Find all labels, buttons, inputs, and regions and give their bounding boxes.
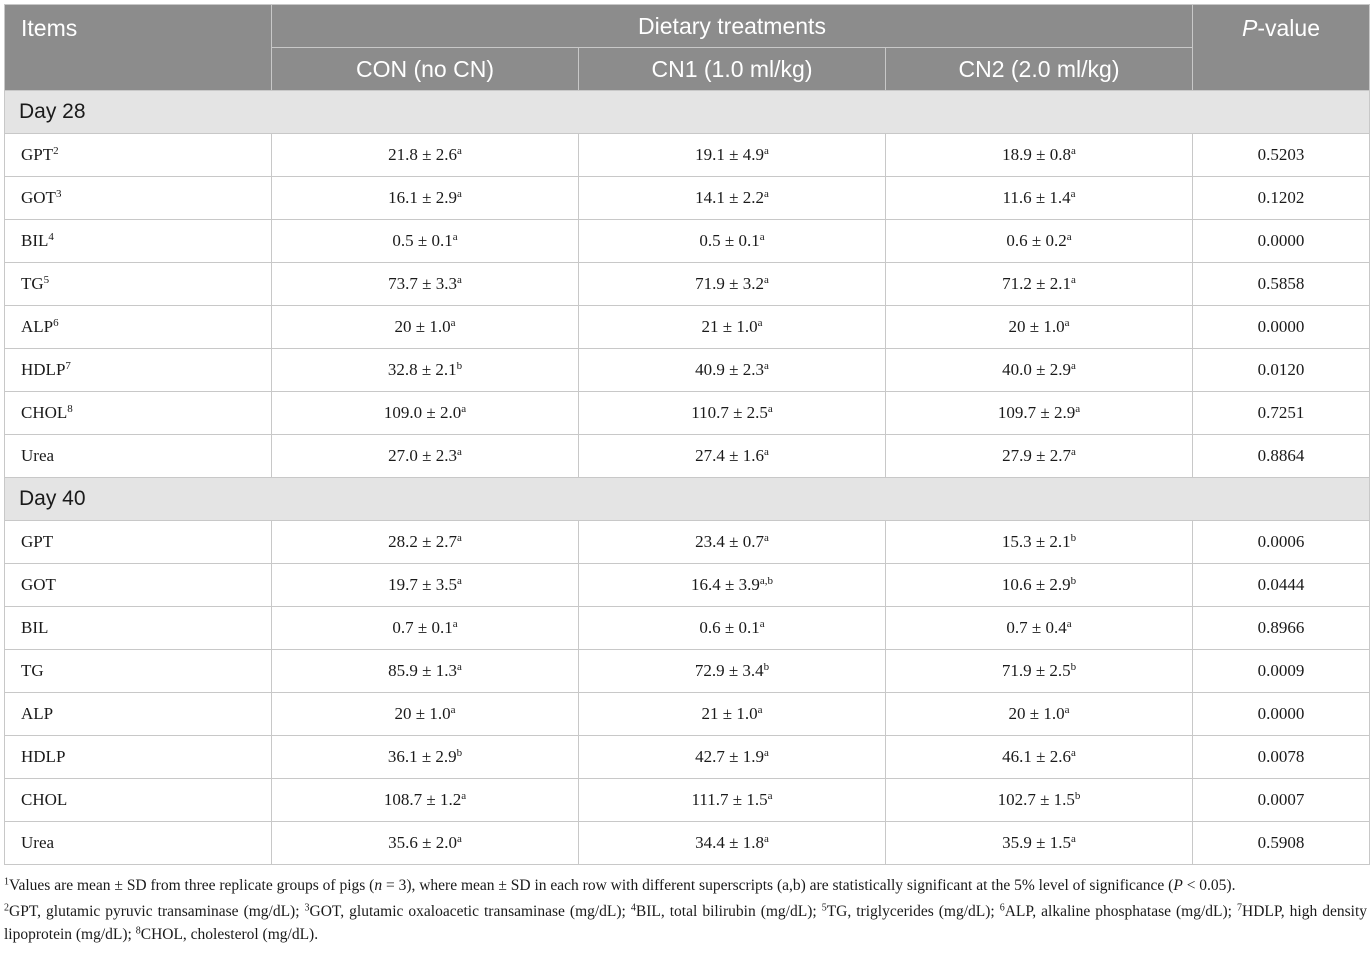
footnote-marker: 3: [304, 902, 310, 914]
mean-sd-value: 0.6 ± 0.1: [699, 618, 760, 637]
footnote-1-n: n: [374, 877, 383, 894]
value-cell: [579, 607, 886, 650]
significance-superscript: a: [1064, 316, 1070, 329]
footnote-1: [4, 874, 1367, 897]
mean-sd-value: 0.7 ± 0.4: [1006, 618, 1067, 637]
footnote-definition: CHOL, cholesterol (mg/dL).: [140, 926, 319, 943]
row-label-text: TG: [21, 661, 44, 680]
footnote-definition: GPT, glutamic pyruvic transaminase (mg/dL);: [9, 903, 305, 920]
row-label-text: CHOL: [21, 403, 68, 422]
mean-sd-value: 109.7 ± 2.9: [997, 403, 1076, 422]
mean-sd-value: 71.2 ± 2.1: [1002, 274, 1071, 293]
table-body: [5, 91, 1370, 865]
mean-sd-value: 40.0 ± 2.9: [1002, 360, 1071, 379]
header-cn1: CN1 (1.0 ml/kg): [579, 48, 886, 91]
serum-biochemistry-table: [4, 4, 1370, 865]
footnote-marker: 8: [135, 925, 141, 937]
significance-superscript: a: [456, 660, 462, 673]
row-label: [5, 263, 272, 306]
p-value-cell: 0.5858: [1193, 263, 1370, 306]
value-cell: [886, 779, 1193, 822]
table-row: [5, 521, 1370, 564]
value-cell: [886, 220, 1193, 263]
p-value-cell: 0.8864: [1193, 435, 1370, 478]
value-cell: [272, 779, 579, 822]
p-value-cell: 0.0000: [1193, 306, 1370, 349]
row-label: [5, 435, 272, 478]
footnote-definition: BIL, total bilirubin (mg/dL);: [635, 903, 822, 920]
mean-sd-value: 20 ± 1.0: [394, 704, 451, 723]
header-dietary-treatments: Dietary treatments: [272, 5, 1193, 48]
significance-superscript: a: [763, 445, 769, 458]
table-row: [5, 392, 1370, 435]
significance-superscript: a: [1070, 187, 1076, 200]
header-cn2: CN2 (2.0 ml/kg): [886, 48, 1193, 91]
footnote-definition: GOT, glutamic oxaloacetic transaminase (mg/dL);: [309, 903, 631, 920]
value-cell: [272, 306, 579, 349]
row-label-text: HDLP: [21, 747, 66, 766]
significance-superscript: a: [456, 273, 462, 286]
value-cell: [886, 263, 1193, 306]
table-row: [5, 177, 1370, 220]
significance-superscript: a: [763, 273, 769, 286]
row-label: [5, 220, 272, 263]
mean-sd-value: 16.1 ± 2.9: [388, 188, 457, 207]
p-value-cell: 0.8966: [1193, 607, 1370, 650]
table-row: [5, 822, 1370, 865]
significance-superscript: a: [759, 230, 765, 243]
mean-sd-value: 19.1 ± 4.9: [695, 145, 764, 164]
significance-superscript: a: [763, 746, 769, 759]
table-row: [5, 736, 1370, 779]
mean-sd-value: 85.9 ± 1.3: [388, 661, 457, 680]
value-cell: [579, 349, 886, 392]
mean-sd-value: 32.8 ± 2.1: [387, 360, 457, 379]
footnote-definition: TG, triglycerides (mg/dL);: [826, 903, 1000, 920]
mean-sd-value: 109.0 ± 2.0: [383, 403, 462, 422]
significance-superscript: a: [456, 144, 462, 157]
footnote-marker: 5: [821, 902, 827, 914]
significance-superscript: a: [763, 531, 769, 544]
significance-superscript: b: [1070, 574, 1077, 587]
section-header-row: [5, 478, 1370, 521]
significance-superscript: a: [763, 359, 769, 372]
header-con: CON (no CN): [272, 48, 579, 91]
row-label: [5, 564, 272, 607]
footnote-1-text-c: < 0.05).: [1182, 877, 1236, 894]
mean-sd-value: 10.6 ± 2.9: [1001, 575, 1071, 594]
significance-superscript: a: [763, 832, 769, 845]
significance-superscript: a,b: [759, 574, 773, 587]
p-value-cell: 0.0444: [1193, 564, 1370, 607]
value-cell: [272, 263, 579, 306]
mean-sd-value: 72.9 ± 3.4: [694, 661, 764, 680]
value-cell: [579, 134, 886, 177]
mean-sd-value: 18.9 ± 0.8: [1002, 145, 1071, 164]
mean-sd-value: 20 ± 1.0: [394, 317, 451, 336]
row-label: [5, 736, 272, 779]
row-label-text: TG: [21, 274, 44, 293]
table-row: [5, 263, 1370, 306]
mean-sd-value: 111.7 ± 1.5: [691, 790, 768, 809]
mean-sd-value: 0.5 ± 0.1: [392, 231, 453, 250]
table-row: [5, 134, 1370, 177]
significance-superscript: a: [456, 574, 462, 587]
row-label: [5, 693, 272, 736]
row-label: [5, 349, 272, 392]
table-row: [5, 693, 1370, 736]
row-label-footnote-marker: 5: [43, 273, 50, 286]
mean-sd-value: 0.5 ± 0.1: [699, 231, 760, 250]
row-label-text: ALP: [21, 317, 54, 336]
footnotes: [4, 874, 1369, 946]
significance-superscript: a: [450, 316, 456, 329]
significance-superscript: a: [456, 445, 462, 458]
significance-superscript: a: [767, 402, 773, 415]
value-cell: [886, 693, 1193, 736]
row-label: [5, 134, 272, 177]
row-label-text: ALP: [21, 704, 54, 723]
footnote-marker: 6: [999, 902, 1005, 914]
significance-superscript: a: [1070, 273, 1076, 286]
row-label-footnote-marker: 8: [67, 402, 73, 415]
value-cell: [272, 392, 579, 435]
table-row: [5, 349, 1370, 392]
mean-sd-value: 27.0 ± 2.3: [388, 446, 457, 465]
value-cell: [579, 650, 886, 693]
significance-superscript: b: [456, 746, 463, 759]
value-cell: [886, 521, 1193, 564]
significance-superscript: a: [456, 832, 462, 845]
p-value-cell: 0.0120: [1193, 349, 1370, 392]
row-label: [5, 392, 272, 435]
mean-sd-value: 42.7 ± 1.9: [695, 747, 764, 766]
significance-superscript: b: [1074, 789, 1081, 802]
mean-sd-value: 0.7 ± 0.1: [392, 618, 453, 637]
mean-sd-value: 0.6 ± 0.2: [1006, 231, 1067, 250]
p-value-cell: 0.0000: [1193, 220, 1370, 263]
mean-sd-value: 71.9 ± 2.5: [1001, 661, 1071, 680]
row-label-footnote-marker: 3: [55, 187, 62, 200]
value-cell: [272, 822, 579, 865]
value-cell: [886, 607, 1193, 650]
footnote-marker: 2: [4, 902, 9, 914]
value-cell: [272, 564, 579, 607]
significance-superscript: a: [456, 187, 462, 200]
table-row: [5, 306, 1370, 349]
significance-superscript: a: [461, 789, 467, 802]
significance-superscript: a: [767, 789, 773, 802]
value-cell: [579, 392, 886, 435]
significance-superscript: a: [1070, 144, 1076, 157]
significance-superscript: a: [452, 230, 458, 243]
table-row: [5, 435, 1370, 478]
mean-sd-value: 20 ± 1.0: [1008, 317, 1065, 336]
p-value-rest: -value: [1257, 15, 1320, 41]
value-cell: [886, 177, 1193, 220]
table-header: [5, 5, 1370, 91]
significance-superscript: b: [1070, 531, 1077, 544]
p-value-cell: 0.0006: [1193, 521, 1370, 564]
row-label-footnote-marker: 2: [53, 144, 59, 157]
row-label-footnote-marker: 7: [65, 359, 71, 372]
value-cell: [886, 736, 1193, 779]
row-label: [5, 177, 272, 220]
p-value-cell: 0.0078: [1193, 736, 1370, 779]
significance-superscript: a: [763, 187, 769, 200]
row-label: [5, 650, 272, 693]
table-row: [5, 220, 1370, 263]
footnote-definition: ALP, alkaline phosphatase (mg/dL);: [1004, 903, 1237, 920]
significance-superscript: a: [759, 617, 765, 630]
value-cell: [579, 736, 886, 779]
significance-superscript: a: [1066, 617, 1072, 630]
table-container: [4, 4, 1369, 949]
mean-sd-value: 20 ± 1.0: [1008, 704, 1065, 723]
value-cell: [272, 650, 579, 693]
row-label-text: HDLP: [21, 360, 66, 379]
footnote-1-marker: 1: [4, 876, 9, 888]
value-cell: [886, 650, 1193, 693]
significance-superscript: a: [1064, 703, 1070, 716]
significance-superscript: a: [1066, 230, 1072, 243]
mean-sd-value: 35.9 ± 1.5: [1002, 833, 1071, 852]
mean-sd-value: 19.7 ± 3.5: [388, 575, 457, 594]
mean-sd-value: 21 ± 1.0: [701, 704, 758, 723]
p-value-cell: 0.7251: [1193, 392, 1370, 435]
mean-sd-value: 11.6 ± 1.4: [1002, 188, 1071, 207]
mean-sd-value: 36.1 ± 2.9: [387, 747, 457, 766]
mean-sd-value: 108.7 ± 1.2: [383, 790, 462, 809]
footnote-1-text-a: Values are mean ± SD from three replicate groups of pigs (: [9, 877, 375, 894]
mean-sd-value: 110.7 ± 2.5: [691, 403, 768, 422]
significance-superscript: a: [757, 316, 763, 329]
table-row: [5, 779, 1370, 822]
row-label: [5, 822, 272, 865]
value-cell: [272, 435, 579, 478]
significance-superscript: a: [1070, 359, 1076, 372]
row-label: [5, 607, 272, 650]
mean-sd-value: 73.7 ± 3.3: [388, 274, 457, 293]
mean-sd-value: 27.9 ± 2.7: [1002, 446, 1071, 465]
footnote-2: [4, 900, 1367, 946]
header-items: Items: [5, 5, 272, 91]
value-cell: [579, 779, 886, 822]
table-row: [5, 564, 1370, 607]
value-cell: [579, 822, 886, 865]
value-cell: [579, 693, 886, 736]
p-value-cell: 0.5908: [1193, 822, 1370, 865]
mean-sd-value: 21.8 ± 2.6: [388, 145, 457, 164]
value-cell: [272, 607, 579, 650]
value-cell: [272, 693, 579, 736]
significance-superscript: a: [461, 402, 467, 415]
row-label: [5, 306, 272, 349]
significance-superscript: b: [1070, 660, 1077, 673]
footnote-1-p: P: [1173, 877, 1183, 894]
row-label-text: GPT: [21, 145, 54, 164]
mean-sd-value: 40.9 ± 2.3: [695, 360, 764, 379]
value-cell: [272, 134, 579, 177]
mean-sd-value: 27.4 ± 1.6: [695, 446, 764, 465]
value-cell: [272, 521, 579, 564]
mean-sd-value: 35.6 ± 2.0: [388, 833, 457, 852]
value-cell: [886, 134, 1193, 177]
footnote-1-text-b: = 3), where mean ± SD in each row with different superscripts (a,b) are statistically significant at the 5% level of significance (: [382, 877, 1174, 894]
header-p-value: [1193, 5, 1370, 91]
value-cell: [886, 349, 1193, 392]
section-title: Day 28: [5, 91, 1370, 134]
row-label-text: BIL: [21, 231, 49, 250]
p-value-cell: 0.0009: [1193, 650, 1370, 693]
section-header-row: [5, 91, 1370, 134]
value-cell: [272, 349, 579, 392]
value-cell: [886, 306, 1193, 349]
row-label-text: Urea: [21, 446, 55, 465]
footnote-marker: 7: [1237, 902, 1242, 914]
p-value-cell: 0.0000: [1193, 693, 1370, 736]
value-cell: [886, 435, 1193, 478]
significance-superscript: a: [456, 531, 462, 544]
mean-sd-value: 46.1 ± 2.6: [1002, 747, 1071, 766]
footnote-definition: HDLP, high density lipoprotein (mg/dL);: [4, 903, 1367, 943]
value-cell: [886, 564, 1193, 607]
significance-superscript: a: [452, 617, 458, 630]
value-cell: [886, 822, 1193, 865]
table-row: [5, 607, 1370, 650]
mean-sd-value: 23.4 ± 0.7: [695, 532, 764, 551]
value-cell: [579, 220, 886, 263]
value-cell: [579, 564, 886, 607]
mean-sd-value: 28.2 ± 2.7: [388, 532, 457, 551]
row-label: [5, 779, 272, 822]
mean-sd-value: 15.3 ± 2.1: [1001, 532, 1071, 551]
significance-superscript: a: [1070, 746, 1076, 759]
footnote-marker: 4: [630, 902, 636, 914]
row-label-text: GOT: [21, 188, 56, 207]
p-value-cell: 0.0007: [1193, 779, 1370, 822]
mean-sd-value: 21 ± 1.0: [701, 317, 758, 336]
row-label-text: GOT: [21, 575, 56, 594]
mean-sd-value: 16.4 ± 3.9: [691, 575, 760, 594]
p-value-cell: 0.5203: [1193, 134, 1370, 177]
significance-superscript: b: [763, 660, 770, 673]
significance-superscript: a: [1070, 445, 1076, 458]
row-label-text: BIL: [21, 618, 49, 637]
value-cell: [579, 177, 886, 220]
row-label-text: Urea: [21, 833, 55, 852]
significance-superscript: a: [1070, 832, 1076, 845]
row-label-footnote-marker: 4: [48, 230, 54, 243]
mean-sd-value: 102.7 ± 1.5: [997, 790, 1075, 809]
value-cell: [579, 263, 886, 306]
value-cell: [579, 435, 886, 478]
significance-superscript: a: [757, 703, 763, 716]
row-label-text: CHOL: [21, 790, 68, 809]
row-label-footnote-marker: 6: [53, 316, 59, 329]
value-cell: [272, 220, 579, 263]
significance-superscript: a: [1075, 402, 1081, 415]
section-title: Day 40: [5, 478, 1370, 521]
value-cell: [272, 177, 579, 220]
significance-superscript: a: [763, 144, 769, 157]
mean-sd-value: 71.9 ± 3.2: [695, 274, 764, 293]
mean-sd-value: 34.4 ± 1.8: [695, 833, 764, 852]
row-label-text: GPT: [21, 532, 54, 551]
value-cell: [579, 521, 886, 564]
value-cell: [272, 736, 579, 779]
table-row: [5, 650, 1370, 693]
row-label: [5, 521, 272, 564]
value-cell: [886, 392, 1193, 435]
p-value-cell: 0.1202: [1193, 177, 1370, 220]
value-cell: [579, 306, 886, 349]
mean-sd-value: 14.1 ± 2.2: [695, 188, 764, 207]
significance-superscript: a: [450, 703, 456, 716]
significance-superscript: b: [456, 359, 463, 372]
p-value-italic: P: [1242, 15, 1258, 41]
